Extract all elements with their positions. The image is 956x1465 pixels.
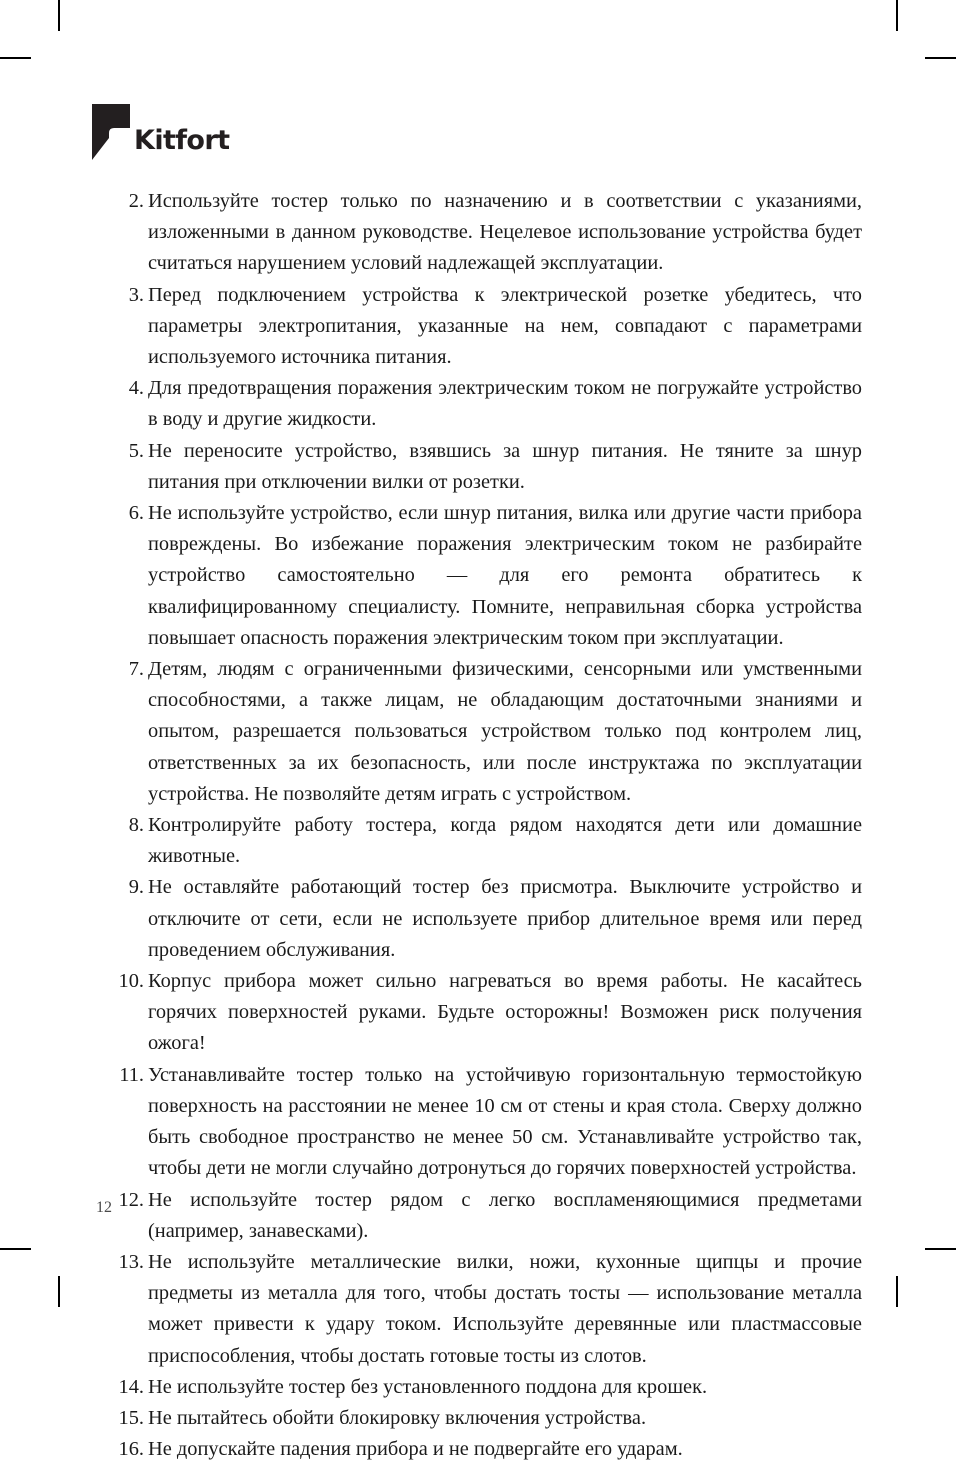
list-item-text: Не используйте тостер рядом с легко воспламеняющимися предметами (например, занавесками).	[148, 1188, 862, 1242]
list-item-number: 12.	[118, 1188, 144, 1211]
list-item-number: 14.	[118, 1375, 144, 1398]
list-item-text: Устанавливайте тостер только на устойчивую горизонтальную термостойкую поверхность на расстоянии не менее 10 см от стены и края стола. Сверху должно быть свободное пространство не менее 50 см. Устанавливайте устройство так, чтобы дети не могли случайно дотронуться до горячих поверхностей устройства.	[148, 1063, 862, 1180]
list-item-number: 8.	[128, 814, 144, 837]
list-item	[96, 1403, 862, 1434]
list-item	[96, 654, 862, 810]
safety-list	[96, 186, 862, 1465]
list-item	[96, 1247, 862, 1372]
list-item	[96, 373, 862, 435]
list-item	[96, 1434, 862, 1465]
crop-mark-bottom-right-horizontal	[925, 1248, 956, 1250]
list-item-text: Детям, людям с ограниченными физическими, сенсорными или умственными способностями, а также лицам, не обладающим достаточными знаниями и опытом, разрешается пользоваться устройством только под контролем лиц, ответственных за их безопасность, или после инструктажа по эксплуатации устройства. Не позволяйте детям играть с устройством.	[148, 658, 862, 805]
list-item-number: 3.	[128, 283, 144, 306]
crop-mark-bottom-left-vertical	[58, 1276, 60, 1307]
list-item-text: Используйте тостер только по назначению и в соответствии с указаниями, изложенными в данном руководстве. Нецелевое использование устройства будет считаться нарушением условий надлежащей эксплуатации.	[148, 190, 862, 275]
crop-mark-top-right-vertical	[896, 0, 898, 31]
brand-logo	[90, 98, 229, 160]
crop-mark-top-left-horizontal	[0, 57, 31, 59]
list-item-text: Не оставляйте работающий тостер без присмотра. Выключите устройство и отключите от сети, если не используете прибор длительное время или перед проведением обслуживания.	[148, 876, 862, 961]
brand-name: Kitfort	[134, 125, 230, 156]
crop-mark-bottom-left-horizontal	[0, 1248, 31, 1250]
crop-mark-top-right-horizontal	[925, 57, 956, 59]
list-item-number: 5.	[128, 439, 144, 462]
list-item-text: Не используйте металлические вилки, ножи, кухонные щипцы и прочие предметы из металла для того, чтобы достать тосты — использование металла может привести к удару током. Используйте деревянные или пластмассовые приспособления, чтобы достать готовые тосты из слотов.	[148, 1250, 862, 1367]
list-item	[96, 872, 862, 966]
list-item	[96, 498, 862, 654]
list-item-number: 10.	[118, 970, 144, 993]
kitfort-bookmark-icon	[90, 102, 132, 160]
list-item-text: Не пытайтесь обойти блокировку включения устройства.	[148, 1406, 647, 1429]
list-item	[96, 280, 862, 374]
list-item	[96, 966, 862, 1060]
list-item-text: Не переносите устройство, взявшись за шнур питания. Не тяните за шнур питания при отключении вилки от розетки.	[148, 439, 862, 493]
crop-mark-bottom-right-vertical	[896, 1276, 898, 1307]
list-item-text: Для предотвращения поражения электрическим током не погружайте устройство в воду и другие жидкости.	[148, 377, 862, 431]
page-number: 12	[96, 1199, 112, 1216]
list-item-number: 6.	[128, 502, 144, 525]
list-item	[96, 436, 862, 498]
list-item-text: Не используйте устройство, если шнур питания, вилка или другие части прибора повреждены. Во избежание поражения электрическим током не разбирайте устройство самостоятельно — для его ремонта обратитесь к квалифицированному специалисту. Помните, неправильная сборка устройства повышает опасность поражения электрическим током при эксплуатации.	[148, 502, 862, 649]
list-item-text: Контролируйте работу тостера, когда рядом находятся дети или домашние животные.	[148, 814, 862, 868]
list-item-number: 11.	[119, 1063, 144, 1086]
list-item-text: Корпус прибора может сильно нагреваться во время работы. Не касайтесь горячих поверхностей руками. Будьте осторожны! Возможен риск получения ожога!	[148, 970, 862, 1055]
list-item	[96, 810, 862, 872]
list-item-text: Не используйте тостер без установленного поддона для крошек.	[148, 1375, 708, 1398]
list-item	[96, 1372, 862, 1403]
crop-mark-top-left-vertical	[58, 0, 60, 31]
list-item-number: 7.	[128, 658, 144, 681]
list-item-text: Перед подключением устройства к электрической розетке убедитесь, что параметры электропитания, указанные на нем, совпадают с параметрами используемого источника питания.	[148, 283, 862, 369]
list-item	[96, 186, 862, 280]
list-item-number: 15.	[118, 1406, 144, 1429]
list-item-number: 13.	[118, 1250, 144, 1273]
list-item-number: 4.	[128, 377, 144, 400]
list-item	[96, 1060, 862, 1185]
list-item-text: Не допускайте падения прибора и не подвергайте его ударам.	[148, 1438, 683, 1461]
list-item-number: 9.	[128, 876, 144, 899]
list-item-number: 2.	[128, 190, 144, 212]
list-item-number: 16.	[118, 1438, 144, 1461]
list-item	[96, 1185, 862, 1247]
safety-instructions-section	[96, 186, 862, 1465]
